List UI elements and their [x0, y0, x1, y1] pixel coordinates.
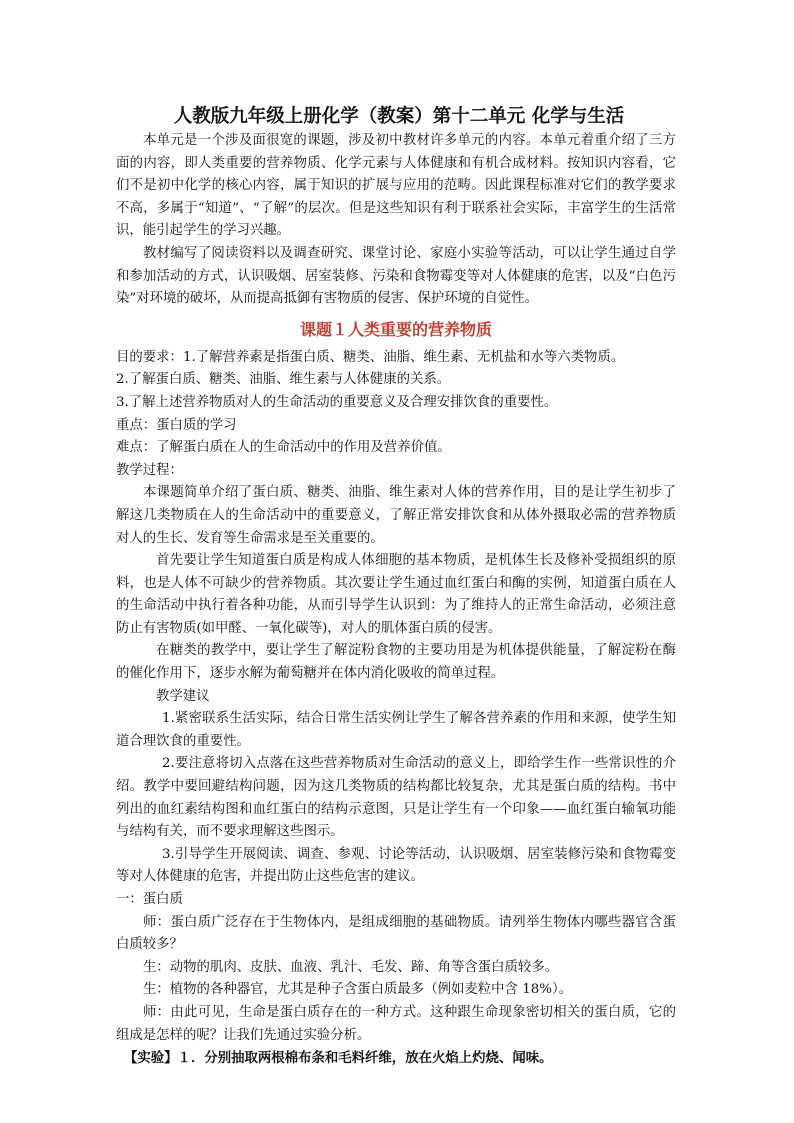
suggestion-heading: 教学建议: [156, 688, 210, 704]
process-paragraph-1: 本课题简单介绍了蛋白质、糖类、油脂、维生素对人体的营养作用，目的是让学生初步了解这几类物质在人的生命活动中的重要意义，了解正常安排饮食和从体外摄取必需的营养物质对人的生长、发育等生命需求是至关重要的。: [116, 485, 676, 546]
goal-line: 3.了解上述营养物质对人的生命活动的重要意义及合理安排饮食的重要性。: [116, 394, 558, 410]
suggestion-1: 1.紧密联系生活实际，结合日常生活实例让学生了解各营养素的作用和来源，使学生知道合理饮食的重要性。: [116, 711, 676, 749]
intro-paragraph-1: 本单元是一个涉及面很宽的课题，涉及初中教材许多单元的内容。本单元着重介绍了三方面的内容，即人类重要的营养物质、化学元素与人体健康和有机合成材料。按知识内容看，它们不是初中化学的核心内容，属于知识的扩展与应用的范畴。因此课程标准对它们的教学要求不高，多属于“知道”、“了解”的层次。但是这些知识有利于联系社会实际，丰富学生的生活常识，能引起学生的学习兴趣。: [116, 133, 676, 239]
part-heading: 一：蛋白质: [116, 892, 183, 907]
dialogue-teacher-2: 师：由此可见，生命是蛋白质存在的一种方式。这种跟生命现象密切相关的蛋白质，它的组成是怎样的呢？让我们先通过实验分析。: [116, 1004, 676, 1043]
document-page: [116, 104, 676, 1070]
suggestion-3: 3.引导学生开展阅读、调查、参观、讨论等活动，认识吸烟、居室装修污染和食物霉变等对人体健康的危害，并提出防止这些危害的建议。: [116, 846, 676, 885]
process-paragraph-2: 首先要让学生知道蛋白质是构成人体细胞的基本物质，是机体生长及修补受损组织的原料，也是人体不可缺少的营养物质。其次要让学生通过血红蛋白和酶的实例，知道蛋白质在人的生命活动中执行着各种功能，从而引导学生认识到：为了维持人的正常生命活动，必须注意防止有害物质(如甲醛、一氧化碳等)，对人的肌体蛋白质的侵害。: [116, 553, 676, 636]
difficult-point: 难点：了解蛋白质在人的生命活动中的作用及营养价值。: [116, 440, 451, 456]
key-point: 重点：蛋白质的学习: [116, 417, 237, 433]
section-title: 课题１人类重要的营养物质: [299, 319, 492, 339]
process-heading: 教学过程：: [116, 462, 183, 478]
suggestion-2: 2.要注意将切入点落在这些营养物质对生命活动的意义上，即给学生作一些常识性的介绍。教学中要回避结构问题，因为这几类物质的结构都比较复杂，尤其是蛋白质的结构。书中列出的血红素结构图和血红蛋白的结构示意图，只是让学生有一个印象——血红蛋白输氧功能与结构有关，而不要求理解这些图示。: [116, 756, 676, 840]
intro-paragraph-2: 教材编写了阅读资料以及调查研究、课堂讨论、家庭小实验等活动，可以让学生通过自学和参加活动的方式，认识吸烟、居室装修、污染和食物霉变等对人体健康的危害，以及“白色污染”对环境的破坏，从而提高抵御有害物质的侵害、保护环境的自觉性。: [116, 245, 676, 307]
process-paragraph-3: 在糖类的教学中，要让学生了解淀粉食物的主要功用是为机体提供能量，了解淀粉在酶的催化作用下，逐步水解为葡萄糖并在体内消化吸收的简单过程。: [116, 643, 676, 682]
dialogue-teacher-1: 师：蛋白质广泛存在于生物体内，是组成细胞的基础物质。请列举生物体内哪些器官含蛋白质较多？: [116, 914, 676, 953]
goal-line: 2.了解蛋白质、糖类、油脂、维生素与人体健康的关系。: [116, 372, 451, 388]
experiment-line: 【实验】１．分别抽取两根棉布条和毛料纤维，放在火焰上灼烧、闻味。: [124, 1050, 553, 1067]
document-title: 人教版九年级上册化学（教案）第十二单元 化学与生活: [173, 106, 625, 127]
dialogue-student-1: 生：动物的肌肉、皮肤、血液、乳汁、毛发、蹄、角等含蛋白质较多。: [143, 959, 559, 975]
dialogue-student-2: 生：植物的各种器官，尤其是种子含蛋白质最多（例如麦粒中含 18%）。: [143, 982, 573, 998]
goal-line: 目的要求：1.了解营养素是指蛋白质、糖类、油脂、维生素、无机盐和水等六类物质。: [116, 349, 625, 365]
